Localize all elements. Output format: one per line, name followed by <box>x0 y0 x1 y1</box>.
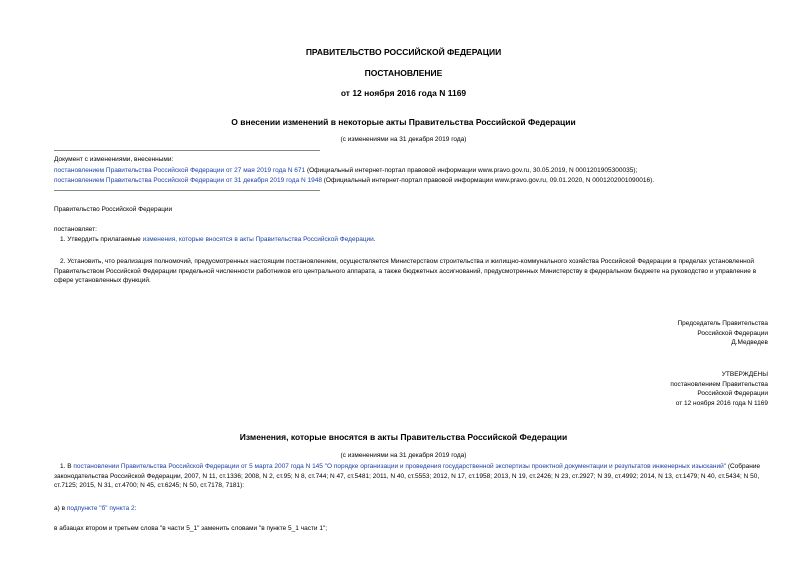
document-type: ПОСТАНОВЛЕНИЕ <box>364 68 443 78</box>
change-link-2[interactable]: постановлением Правительства Российской Федерации от 31 декабря 2019 года N 1948 <box>54 177 322 184</box>
annex-title: Изменения, которые вносятся в акты Правительства Российской Федерации <box>239 432 568 442</box>
revision-note: (с изменениями на 31 декабря 2019 года) <box>340 136 467 143</box>
subitem-link[interactable]: подпункте "б" пункта 2 <box>66 505 135 512</box>
change-link-1[interactable]: постановлением Правительства Российской Федерации от 27 мая 2019 года N 671 <box>54 167 306 174</box>
approved-block: УТВЕРЖДЕНЫ постановлением Правительства Российской Федерации от 12 ноября 2016 года N 1169 <box>670 371 768 407</box>
subitem-a: а) в подпункте "б" пункта 2: <box>54 505 137 512</box>
government-heading: ПРАВИТЕЛЬСТВО РОССИЙСКОЙ ФЕДЕРАЦИИ <box>305 47 502 57</box>
divider-top <box>54 150 320 151</box>
amendments-link[interactable]: изменения, которые вносятся в акты Правительства Российской Федерации <box>142 236 374 243</box>
annex-item-1: 1. В постановлении Правительства Российской Федерации от 5 марта 2007 года N 145 "О порядке организации и проведения государственной экспертизы проектной документации и результатов инженерных изысканий" (Собрание законодательства Российской Федерации, 2007, N 11, ст.1336; 2008, N 2, ст.95; N 8, ст.744; N 47, ст.5481; 2011, N 40, ст.5553; 2012, N 17, ст.1958; 2013, N 19, ст.2426; N 23, ст.2927; N 39, ст.4992; 2014, N 13, ст.1479; N 40, ст.5434; N 50, ст.7125; 2015, N 31, ст.4700; N 45, ст.6245; N 50, ст.7178, 7181): <box>54 463 761 490</box>
document-date-number: от 12 ноября 2016 года N 1169 <box>340 88 467 98</box>
change-item: постановлением Правительства Российской Федерации от 27 мая 2019 года N 671 (Официальный интернет-портал правовой информации www.pravo.gov.ru, 30.05.2019, N 0001201905300035); <box>54 167 638 174</box>
paragraph-2: 2. Установить, что реализация полномочий, предусмотренных настоящим постановлением, осуществляется Министерством строительства и жилищно-коммунального хозяйства Российской Федерации в пределах установленной Правительством Российской Федерации предельной численности работников его центрального аппарата, а также бюджетных ассигнований, предусмотренных Министерству в федеральном бюджете на руководство и управление в сфере установленных функций. <box>54 258 757 285</box>
paragraph-1: 1. Утвердить прилагаемые изменения, которые вносятся в акты Правительства Российской Федерации. <box>60 236 376 243</box>
document-title: О внесении изменений в некоторые акты Правительства Российской Федерации <box>231 117 576 127</box>
divider-bottom <box>54 190 320 191</box>
signature-block: Председатель Правительства Российской Федерации Д.Медведев <box>677 320 768 346</box>
decree-145-link[interactable]: постановлении Правительства Российской Федерации от 5 марта 2007 года N 145 "О порядке организации и проведения государственной экспертизы проектной документации и результатов инженерных изысканий" <box>73 463 727 470</box>
change-item: постановлением Правительства Российской Федерации от 31 декабря 2019 года N 1948 (Официальный интернет-портал правовой информации www.pravo.gov.ru, 09.01.2020, N 0001202001090016). <box>54 177 655 184</box>
annex-revision-note: (с изменениями на 31 декабря 2019 года) <box>340 452 467 459</box>
government-line: Правительство Российской Федерации <box>54 206 173 213</box>
changes-intro: Документ с изменениями, внесенными: <box>54 156 174 163</box>
subitem-a-text: в абзацах втором и третьем слова "в части 5_1" заменить словами "в пункте 5_1 части 1"; <box>54 525 328 532</box>
decrees-line: постановляет: <box>54 226 97 233</box>
